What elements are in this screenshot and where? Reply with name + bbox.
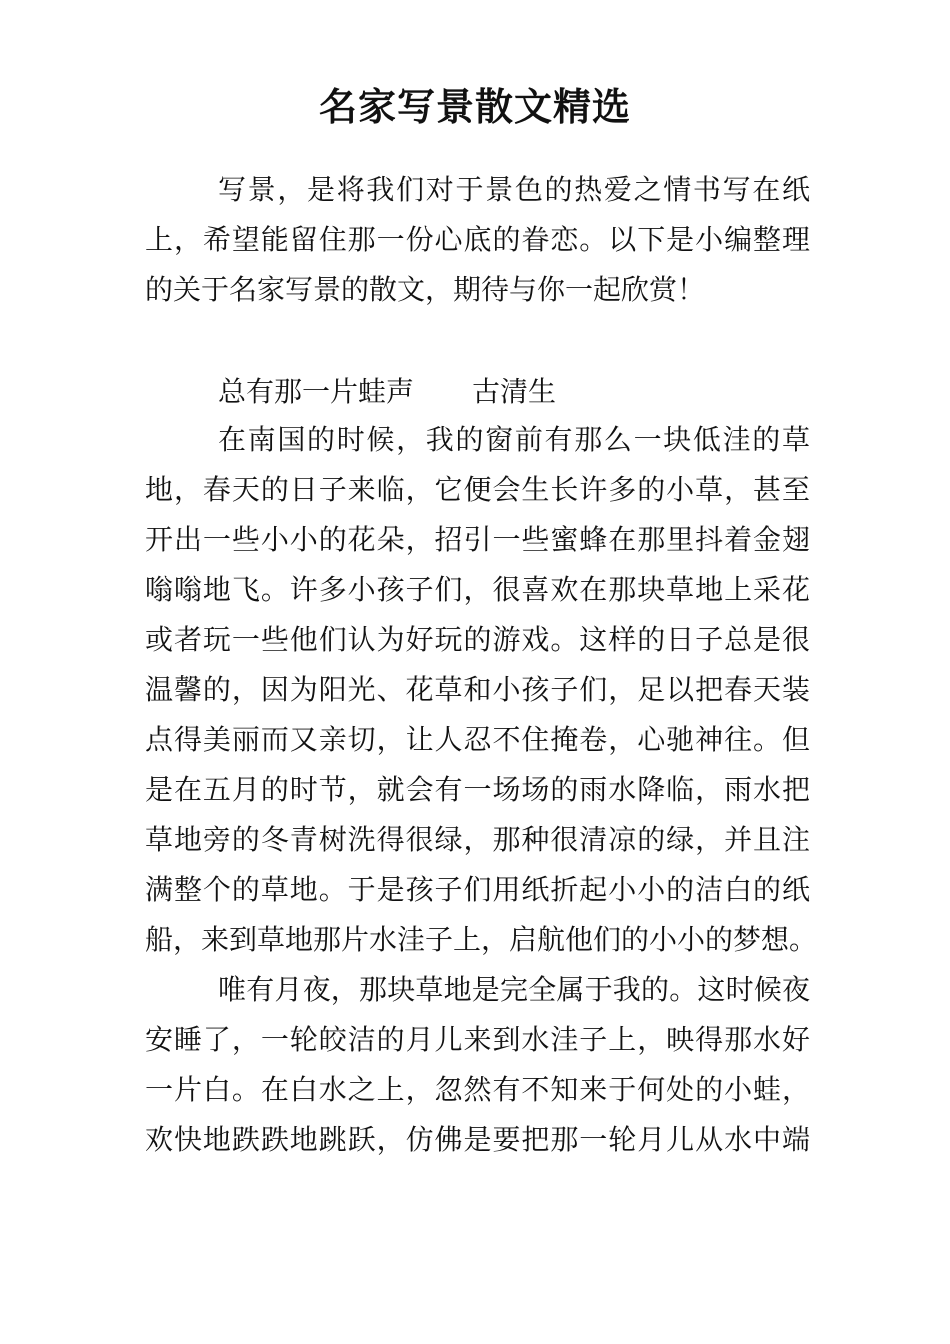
intro-line: 写景，是将我们对于景色的热爱之情书写在纸	[218, 173, 810, 206]
intro-line: 上，希望能留住那一份心底的眷恋。以下是小编整理	[145, 223, 810, 256]
essay-title: 总有那一片蛙声	[218, 375, 415, 408]
paragraph-line: 地，春天的日子来临，它便会生长许多的小草，甚至	[145, 473, 810, 506]
paragraph-line: 温馨的，因为阳光、花草和小孩子们，足以把春天装	[145, 673, 810, 706]
document-title: 名家写景散文精选	[318, 84, 631, 129]
paragraph-line: 欢快地跌跌地跳跃，仿佛是要把那一轮月儿从水中端	[145, 1123, 810, 1156]
paragraph-line: 或者玩一些他们认为好玩的游戏。这样的日子总是很	[145, 623, 810, 656]
paragraph-line: 安睡了，一轮皎洁的月儿来到水洼子上，映得那水好	[145, 1023, 810, 1056]
paragraph-line: 是在五月的时节，就会有一场场的雨水降临，雨水把	[145, 773, 810, 806]
paragraph-line: 一片白。在白水之上，忽然有不知来于何处的小蛙，	[145, 1073, 810, 1106]
paragraph-line: 嗡嗡地飞。许多小孩子们，很喜欢在那块草地上采花	[145, 573, 810, 606]
intro-line: 的关于名家写景的散文，期待与你一起欣赏！	[145, 273, 706, 306]
paragraph-line: 草地旁的冬青树洗得很绿，那种很清凉的绿，并且注	[145, 823, 810, 856]
paragraph-line: 开出一些小小的花朵，招引一些蜜蜂在那里抖着金翅	[145, 523, 810, 556]
essay-author: 古清生	[472, 375, 557, 408]
essay-heading	[218, 367, 556, 417]
paragraph-line: 点得美丽而又亲切，让人忍不住掩卷，心驰神往。但	[145, 723, 810, 756]
paragraph-line: 唯有月夜，那块草地是完全属于我的。这时候夜	[218, 973, 810, 1006]
paragraph-line: 在南国的时候，我的窗前有那么一块低洼的草	[218, 423, 810, 456]
paragraph-line: 满整个的草地。于是孩子们用纸折起小小的洁白的纸	[145, 873, 810, 906]
paragraph-line: 船，来到草地那片水洼子上，启航他们的小小的梦想。	[145, 923, 818, 956]
